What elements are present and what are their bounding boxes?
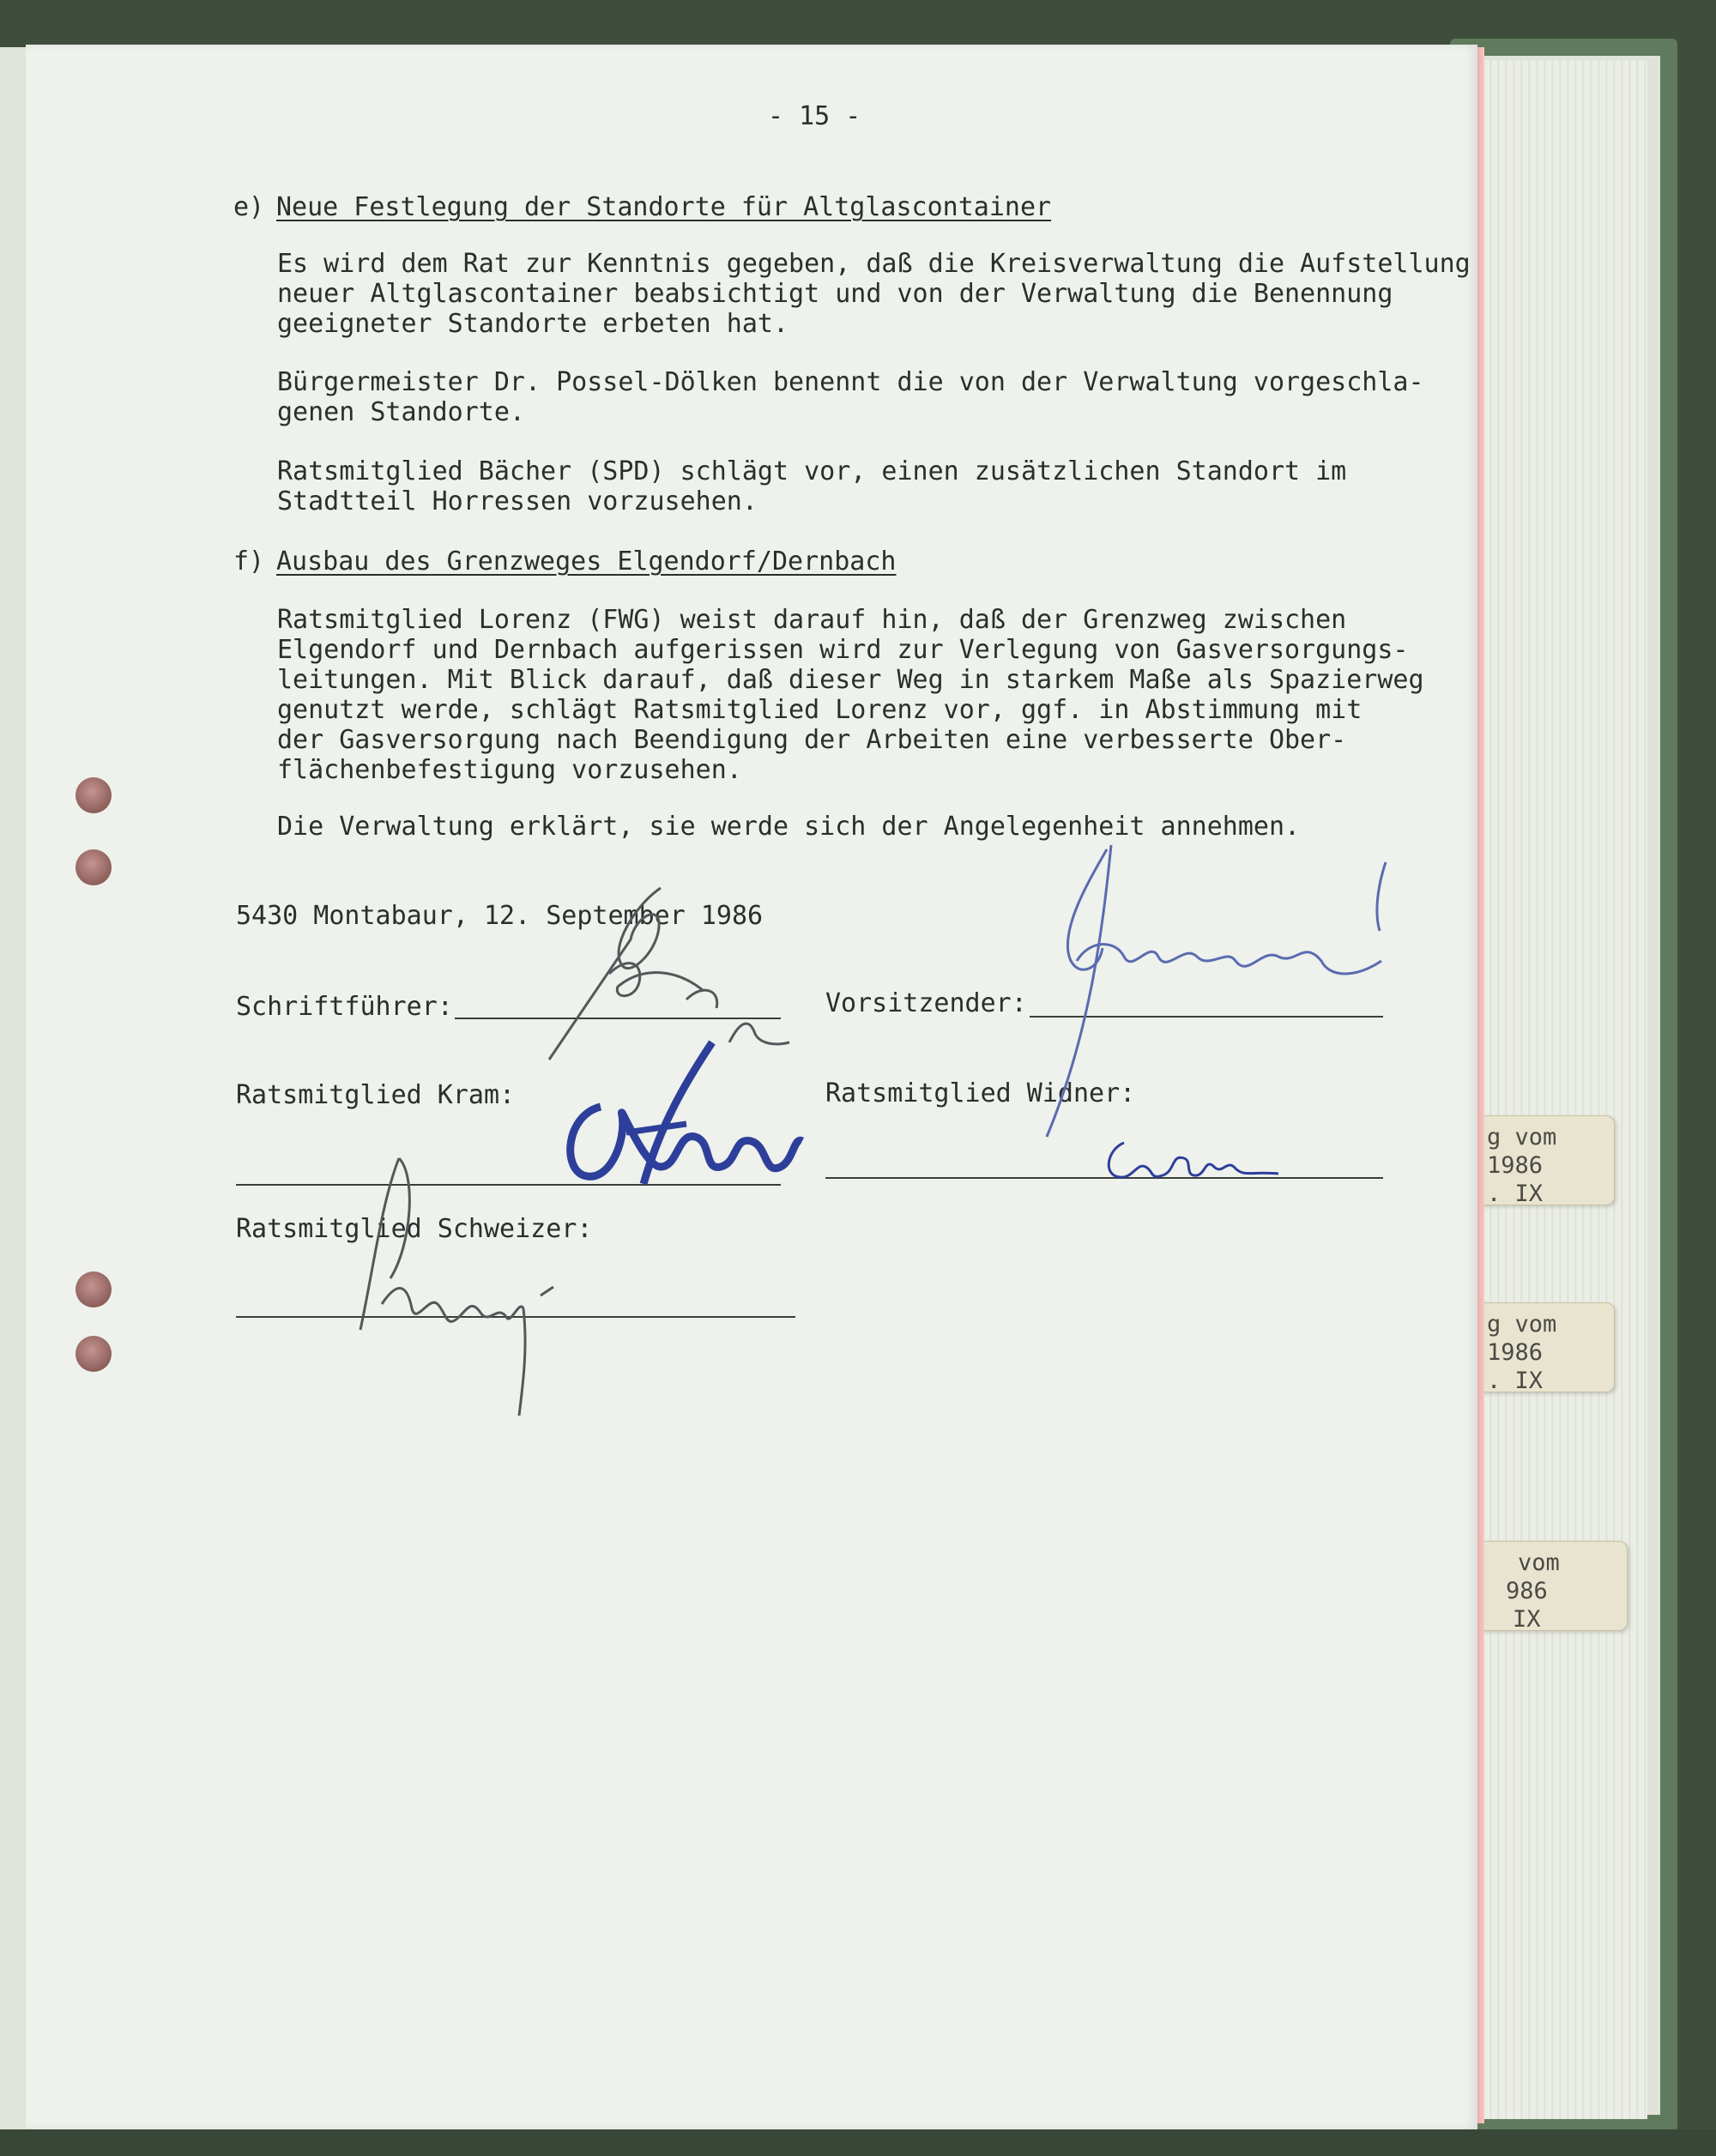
side-tab-3-line-2: 986 <box>1506 1578 1548 1604</box>
section-e-label: e) <box>233 192 265 222</box>
section-e-para-1-line-1: Es wird dem Rat zur Kenntnis gegeben, daß die Kreisverwaltung die Aufstellung <box>277 249 1471 279</box>
place-date: 5430 Montabaur, 12. September 1986 <box>236 901 764 931</box>
side-tab-2-line-1: g vom <box>1487 1311 1557 1338</box>
side-tab-1 <box>1477 1115 1615 1205</box>
label-kram: Ratsmitglied Kram: <box>236 1080 516 1110</box>
label-widner: Ratsmitglied Widner: <box>825 1078 1136 1108</box>
label-schweizer: Ratsmitglied Schweizer: <box>236 1214 593 1244</box>
punch-hole-3 <box>76 1271 112 1307</box>
punch-hole-2 <box>76 849 112 885</box>
signature-line-kram <box>236 1184 781 1186</box>
section-e-para-2-line-1: Bürgermeister Dr. Possel-Dölken benennt die von der Verwaltung vorgeschla- <box>277 367 1424 397</box>
signature-line-vorsitzender <box>1030 1016 1383 1018</box>
signature-line-widner <box>825 1177 1383 1179</box>
label-vorsitzender: Vorsitzender: <box>825 988 1027 1018</box>
section-f-label: f) <box>233 547 265 577</box>
label-schriftfuehrer: Schriftführer: <box>236 992 453 1022</box>
side-tab-1-line-3: . IX <box>1487 1181 1544 1205</box>
side-tab-3 <box>1477 1541 1628 1631</box>
side-tab-1-line-1: g vom <box>1487 1124 1557 1150</box>
punch-hole-1 <box>76 777 112 813</box>
page-number: - 15 - <box>768 101 861 131</box>
section-e-para-1-line-2: neuer Altglascontainer beabsichtigt und von der Verwaltung die Benennung <box>277 279 1393 309</box>
punch-hole-4 <box>76 1336 112 1372</box>
section-e-heading: Neue Festlegung der Standorte für Altglascontainer <box>276 192 1052 222</box>
side-tab-3-line-1: vom <box>1518 1549 1560 1576</box>
binder-bottom-edge <box>0 2129 1716 2156</box>
section-f-heading: Ausbau des Grenzweges Elgendorf/Dernbach <box>276 547 897 577</box>
side-tab-3-line-3: IX <box>1513 1606 1541 1631</box>
signature-line-schweizer <box>236 1316 795 1318</box>
section-f-para-2-line-1: Die Verwaltung erklärt, sie werde sich der Angelegenheit annehmen. <box>277 812 1301 842</box>
section-f-para-1-line-4: genutzt werde, schlägt Ratsmitglied Lorenz vor, ggf. in Abstimmung mit <box>277 695 1363 725</box>
section-e-para-2-line-2: genen Standorte. <box>277 397 525 427</box>
section-f-para-1-line-3: leitungen. Mit Blick darauf, daß dieser Weg in starkem Maße als Spazierweg <box>277 665 1424 695</box>
page-stack <box>1484 60 1647 2119</box>
side-tab-1-line-2: 1986 <box>1487 1152 1544 1179</box>
signature-line-schriftfuehrer <box>455 1018 781 1019</box>
section-e-para-1-line-3: geeigneter Standorte erbeten hat. <box>277 309 789 339</box>
section-f-para-1-line-2: Elgendorf und Dernbach aufgerissen wird zur Verlegung von Gasversorgungs- <box>277 635 1409 665</box>
section-f-para-1-line-1: Ratsmitglied Lorenz (FWG) weist darauf hin, daß der Grenzweg zwischen <box>277 605 1347 635</box>
section-f-para-1-line-5: der Gasversorgung nach Beendigung der Arbeiten eine verbesserte Ober- <box>277 725 1347 755</box>
side-tab-2 <box>1477 1302 1615 1392</box>
section-e-para-3-line-2: Stadtteil Horressen vorzusehen. <box>277 486 758 516</box>
side-tab-2-line-3: . IX <box>1487 1368 1544 1392</box>
section-e-para-3-line-1: Ratsmitglied Bächer (SPD) schlägt vor, einen zusätzlichen Standort im <box>277 456 1347 486</box>
side-tab-2-line-2: 1986 <box>1487 1339 1544 1366</box>
section-f-para-1-line-6: flächenbefestigung vorzusehen. <box>277 755 742 785</box>
